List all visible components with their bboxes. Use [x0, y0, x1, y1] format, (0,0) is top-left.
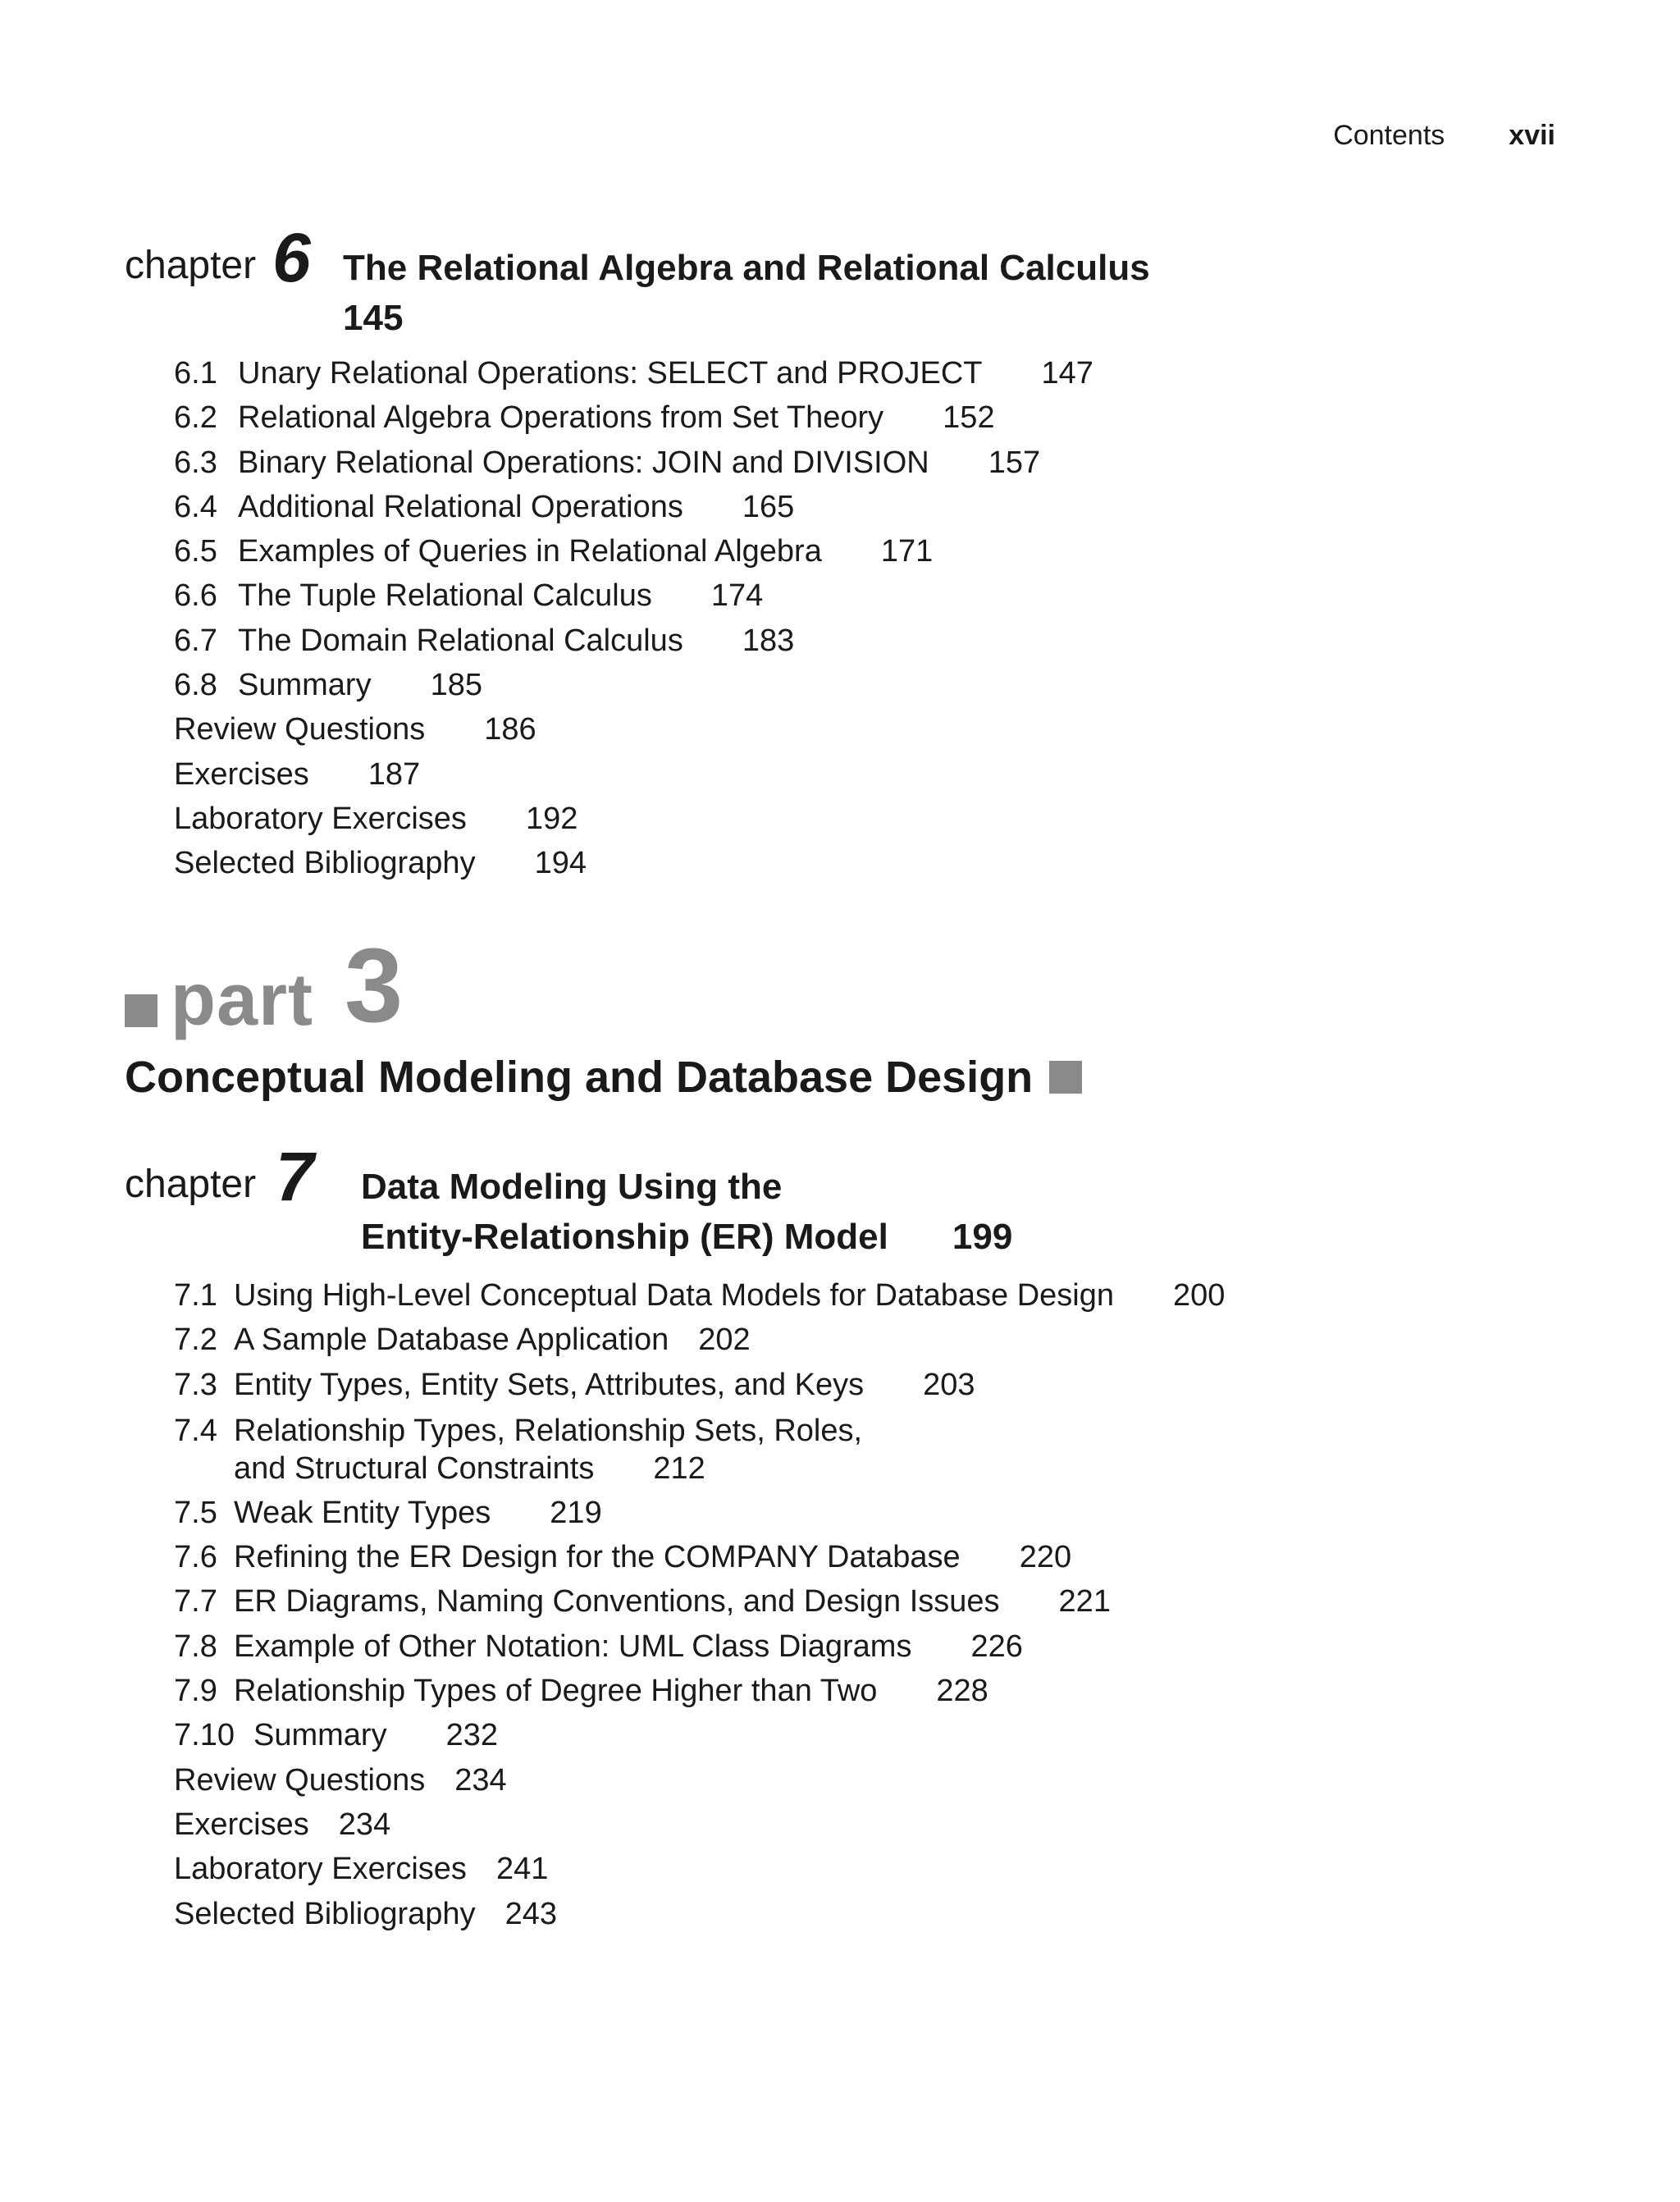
section-number: 6.1: [174, 356, 217, 391]
section-number: 6.8: [174, 668, 217, 703]
section-number: 6.5: [174, 534, 217, 569]
toc-entry[interactable]: [174, 1491, 1225, 1535]
part-title-text: Conceptual Modeling and Database Design: [125, 1053, 1034, 1102]
section-title-continued: and Structural Constraints: [234, 1450, 595, 1486]
chapter-7-toc: [174, 1273, 1225, 1936]
section-number: 7.1: [174, 1278, 217, 1313]
chapter-title-line: Entity-Relationship (ER) Model: [361, 1217, 888, 1257]
toc-entry[interactable]: [174, 351, 1093, 395]
section-number: 7.10: [174, 1718, 235, 1753]
section-page: 152: [943, 400, 995, 436]
entry-title: Laboratory Exercises: [174, 1852, 467, 1887]
section-title: Summary: [253, 1718, 387, 1753]
entry-page: 187: [368, 756, 421, 792]
part-number: 3: [345, 927, 404, 1044]
toc-entry[interactable]: [174, 663, 1093, 707]
section-page: 171: [880, 534, 934, 569]
toc-entry-exercises[interactable]: [174, 1802, 1225, 1847]
section-number: 7.5: [174, 1495, 217, 1530]
section-title: Summary: [238, 668, 372, 703]
section-page: 157: [988, 445, 1041, 480]
toc-entry-selected-bibliography[interactable]: [174, 841, 1093, 885]
chapter-title-page: 145: [343, 298, 404, 338]
section-number: 7.9: [174, 1674, 217, 1709]
section-number: 7.4: [174, 1413, 217, 1448]
section-title: Relationship Types of Degree Higher than Two: [234, 1674, 878, 1709]
chapter-title: [361, 1162, 1012, 1262]
toc-entry-selected-bibliography[interactable]: [174, 1892, 1225, 1936]
entry-page: 234: [338, 1807, 391, 1842]
section-number: 6.6: [174, 578, 217, 614]
toc-entry[interactable]: [174, 1669, 1225, 1713]
chapter-number: 6: [272, 219, 309, 296]
toc-entry[interactable]: [174, 1412, 1225, 1487]
section-title: Relational Algebra Operations from Set Theory: [238, 400, 884, 436]
entry-page: 194: [534, 846, 587, 881]
toc-entry[interactable]: [174, 619, 1093, 663]
section-page: 221: [1058, 1584, 1111, 1620]
section-title: Additional Relational Operations: [238, 489, 683, 524]
chapter-number: 7: [276, 1138, 313, 1215]
toc-entry[interactable]: [174, 1318, 1225, 1362]
entry-page: 234: [454, 1762, 507, 1798]
section-page: 220: [1019, 1540, 1072, 1575]
toc-entry[interactable]: [174, 1579, 1225, 1624]
part-marker-square: [125, 994, 158, 1027]
part-3-title: [125, 1052, 1082, 1103]
chapter-6-toc: [174, 351, 1093, 886]
toc-entry[interactable]: [174, 573, 1093, 618]
toc-entry[interactable]: [174, 1535, 1225, 1579]
running-head: [1333, 120, 1555, 152]
toc-entry-laboratory-exercises[interactable]: [174, 1847, 1225, 1891]
chapter-title-line: The Relational Algebra and Relational Calculus: [343, 248, 1150, 288]
section-page: 203: [923, 1367, 975, 1402]
chapter-title: [343, 243, 1150, 343]
section-page: 212: [653, 1450, 705, 1486]
entry-title: Selected Bibliography: [174, 1896, 476, 1931]
section-page: 228: [936, 1674, 988, 1709]
entry-page: 243: [504, 1896, 557, 1931]
section-page: 185: [430, 668, 482, 703]
part-title-end-square: [1049, 1061, 1082, 1094]
toc-entry-laboratory-exercises[interactable]: [174, 797, 1093, 841]
chapter-title-page: 199: [952, 1217, 1013, 1257]
section-page: 174: [710, 578, 764, 614]
section-page: 232: [445, 1718, 498, 1753]
entry-title: Review Questions: [174, 1762, 426, 1798]
section-number: 6.3: [174, 445, 217, 480]
section-title: Using High-Level Conceptual Data Models for Database Design: [234, 1278, 1115, 1313]
toc-entry[interactable]: [174, 1624, 1225, 1669]
chapter-word: chapter: [125, 1163, 257, 1206]
toc-entry[interactable]: [174, 1273, 1225, 1318]
toc-entry[interactable]: [174, 1713, 1225, 1757]
section-title: Examples of Queries in Relational Algebra: [238, 534, 822, 569]
section-page: 219: [550, 1495, 602, 1530]
section-number: 7.3: [174, 1367, 217, 1402]
running-head-page-number: xvii: [1509, 120, 1555, 151]
section-number: 7.8: [174, 1629, 217, 1664]
entry-title: Laboratory Exercises: [174, 801, 467, 836]
toc-entry[interactable]: [174, 485, 1093, 529]
entry-title: Exercises: [174, 1807, 309, 1842]
section-title: Weak Entity Types: [234, 1495, 491, 1530]
section-title: Example of Other Notation: UML Class Diagrams: [234, 1629, 912, 1664]
entry-page: 186: [484, 712, 536, 747]
toc-entry-exercises[interactable]: [174, 752, 1093, 797]
toc-entry-review-questions[interactable]: [174, 1758, 1225, 1802]
section-title: A Sample Database Application: [234, 1323, 669, 1358]
section-number: 7.2: [174, 1323, 217, 1358]
entry-title: Exercises: [174, 756, 309, 792]
chapter-title-line: Data Modeling Using the: [361, 1167, 783, 1207]
section-number: 7.7: [174, 1584, 217, 1620]
section-title: The Tuple Relational Calculus: [238, 578, 652, 614]
toc-entry-review-questions[interactable]: [174, 707, 1093, 752]
entry-title: Selected Bibliography: [174, 846, 476, 881]
chapter-word: chapter: [125, 244, 257, 287]
section-title: Entity Types, Entity Sets, Attributes, and Keys: [234, 1367, 865, 1402]
section-title: Refining the ER Design for the COMPANY Database: [234, 1540, 961, 1575]
part-word: part: [171, 959, 314, 1041]
section-number: 7.6: [174, 1540, 217, 1575]
section-title: Unary Relational Operations: SELECT and PROJECT: [238, 356, 983, 391]
entry-page: 241: [495, 1852, 549, 1887]
section-title: ER Diagrams, Naming Conventions, and Design Issues: [234, 1584, 1000, 1620]
section-page: 165: [742, 489, 795, 524]
section-title: Relationship Types, Relationship Sets, Roles,: [234, 1413, 863, 1448]
section-page: 226: [970, 1629, 1023, 1664]
section-page: 147: [1041, 356, 1093, 391]
section-page: 200: [1173, 1278, 1226, 1313]
toc-entry[interactable]: [174, 1363, 1225, 1407]
section-page: 202: [698, 1323, 751, 1358]
toc-entry[interactable]: [174, 441, 1093, 485]
entry-page: 192: [525, 801, 578, 836]
section-number: 6.7: [174, 623, 217, 658]
entry-title: Review Questions: [174, 712, 426, 747]
toc-entry[interactable]: [174, 395, 1093, 440]
running-head-label: Contents: [1333, 120, 1445, 151]
section-number: 6.2: [174, 400, 217, 436]
toc-entry[interactable]: [174, 529, 1093, 573]
section-title: Binary Relational Operations: JOIN and DIVISION: [238, 445, 929, 480]
section-page: 183: [742, 623, 795, 658]
section-number: 6.4: [174, 489, 217, 524]
section-title: The Domain Relational Calculus: [238, 623, 683, 658]
